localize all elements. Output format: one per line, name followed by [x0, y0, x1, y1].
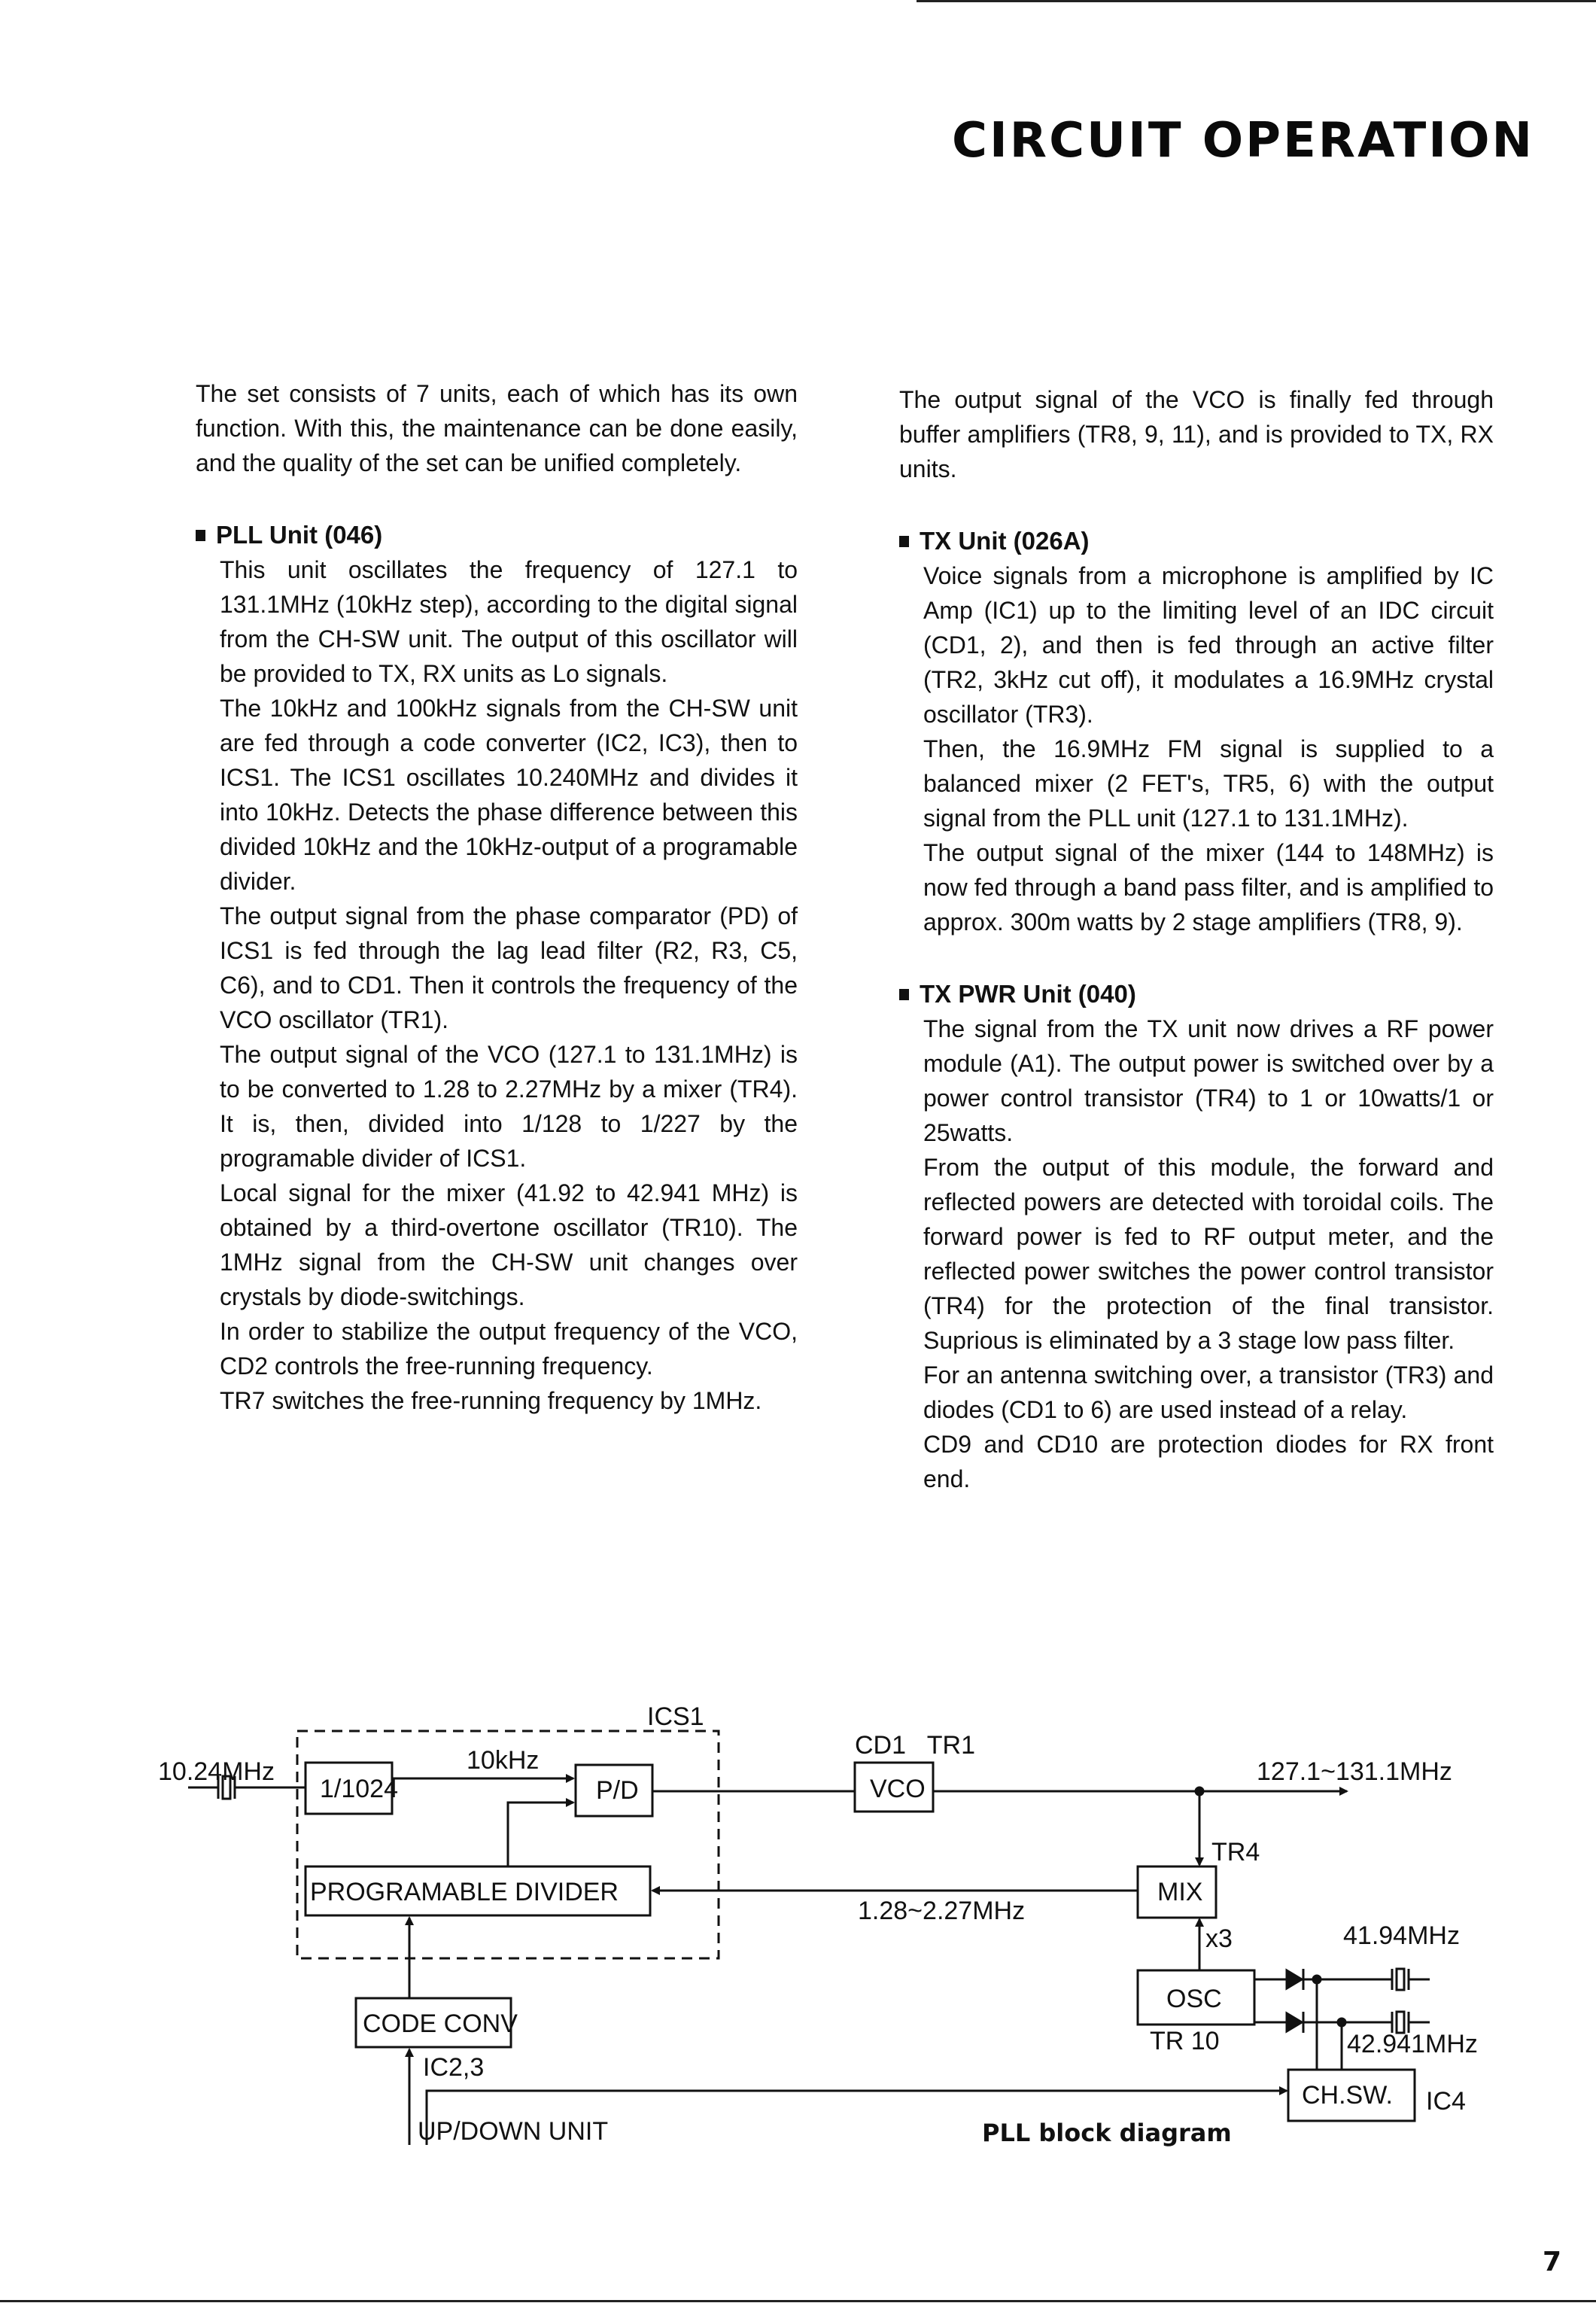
pll-block-diagram — [158, 1693, 1528, 2160]
label-tr4: TR4 — [1211, 1838, 1260, 1866]
label-vco: VCO — [870, 1775, 926, 1803]
heading-text: TX PWR Unit (040) — [920, 980, 1136, 1008]
section-heading — [899, 977, 1494, 1012]
label-ic23: IC2,3 — [423, 2053, 485, 2082]
paragraph: In order to stabilize the output frequency of the VCO, CD2 controls the free-running frequency. — [220, 1318, 798, 1380]
label-updown-unit: UP/DOWN UNIT — [418, 2117, 609, 2146]
label-ic4: IC4 — [1426, 2087, 1466, 2116]
label-cd1-tr1: CD1 TR1 — [855, 1731, 975, 1760]
paragraph: The output signal from the phase comparator (PD) of ICS1 is fed through the lag lead filter (R2, R3, C5, C6), and to CD1. Then it controls the frequency of the VCO oscillator (TR1). — [220, 902, 798, 1033]
section-tx-pwr-unit — [899, 977, 1494, 1496]
paragraph: From the output of this module, the forward and reflected powers are detected with toroidal coils. The forward power is fed to RF output meter, and the reflected power switches the power control transistor (TR4) for the protection of the final transistor. Suprious is eliminated by a 3 stage low pass filter. — [923, 1154, 1494, 1354]
heading-text: PLL Unit (046) — [216, 521, 383, 549]
label-if-freq: 1.28~2.27MHz — [858, 1897, 1026, 1925]
paragraph: The 10kHz and 100kHz signals from the CH-SW unit are fed through a code converter (IC2, IC3), then to ICS1. The ICS1 oscillates 10.240MHz and divides it into 10kHz. Detects the phase difference between this divided 10kHz and the 10kHz-output of a programable divider. — [220, 695, 798, 895]
label-tr10: TR 10 — [1150, 2027, 1220, 2055]
label-pd: P/D — [596, 1776, 639, 1805]
paragraph: For an antenna switching over, a transistor (TR3) and diodes (CD1 to 6) are used instead of a relay. — [923, 1361, 1494, 1423]
section-pll-unit — [196, 518, 798, 1418]
paragraph: Local signal for the mixer (41.92 to 42.941 MHz) is obtained by a third-overtone oscillator (TR10). The 1MHz signal from the CH-SW unit changes over crystals by diode-switchings. — [220, 1179, 798, 1310]
pll-continued-paragraph: The output signal of the VCO is finally fed through buffer amplifiers (TR8, 9, 11), and is provided to TX, RX units. — [899, 386, 1494, 482]
paragraph: CD9 and CD10 are protection diodes for RX front end. — [923, 1431, 1494, 1492]
section-body — [899, 1012, 1494, 1496]
label-code-conv: CODE CONV — [363, 2009, 518, 2038]
section-heading — [899, 524, 1494, 558]
bottom-rule — [0, 2300, 1596, 2302]
page-title: CIRCUIT OPERATION — [952, 113, 1535, 169]
right-column — [899, 382, 1494, 1534]
label-xtal-42-941: 42.941MHz — [1347, 2030, 1478, 2058]
paragraph: The signal from the TX unit now drives a RF power module (A1). The output power is switched over by a power control transistor (TR4) to 1 or 10watts/1 or 25watts. — [923, 1015, 1494, 1146]
label-ics1: ICS1 — [647, 1702, 704, 1731]
label-x3: x3 — [1205, 1924, 1233, 1953]
paragraph: Voice signals from a microphone is amplified by IC Amp (IC1) up to the limiting level of an IDC circuit (CD1, 2), and then is fed through an active filter (TR2, 3kHz cut off), it modulates a 16.9MHz crystal oscillator (TR3). — [923, 562, 1494, 728]
section-body — [899, 558, 1494, 939]
label-10khz: 10kHz — [467, 1746, 540, 1775]
label-ref-freq: 10.24MHz — [158, 1757, 275, 1786]
paragraph: Then, the 16.9MHz FM signal is supplied to a balanced mixer (2 FET's, TR5, 6) with the output signal from the PLL unit (127.1 to 131.1MHz). — [923, 735, 1494, 832]
label-divider-1024: 1/1024 — [320, 1775, 398, 1803]
label-xtal-41-94: 41.94MHz — [1343, 1921, 1460, 1950]
paragraph: This unit oscillates the frequency of 127.1 to 131.1MHz (10kHz step), according to the digital signal from the CH-SW unit. The output of this oscillator will be provided to TX, RX units as Lo signals. — [220, 556, 798, 687]
square-bullet-icon — [899, 536, 909, 547]
paragraph: The output signal of the mixer (144 to 148MHz) is now fed through a band pass filter, and is amplified to approx. 300m watts by 2 stage amplifiers (TR8, 9). — [923, 839, 1494, 935]
diagram-caption: PLL block diagram — [982, 2119, 1232, 2147]
intro-paragraph: The set consists of 7 units, each of which has its own function. With this, the maintenance can be done easily, and the quality of the set can be unified completely. — [196, 380, 798, 476]
section-heading — [196, 518, 798, 552]
page-number: 7 — [1543, 2247, 1562, 2277]
label-mix: MIX — [1157, 1878, 1203, 1906]
label-programable-divider: PROGRAMABLE DIVIDER — [310, 1878, 619, 1906]
label-out-freq: 127.1~131.1MHz — [1257, 1757, 1452, 1786]
paragraph: TR7 switches the free-running frequency by 1MHz. — [220, 1387, 762, 1414]
paragraph: The output signal of the VCO (127.1 to 131.1MHz) is to be converted to 1.28 to 2.27MHz by a mixer (TR4). It is, then, divided into 1/128 to 1/227 by the programable divider of ICS1. — [220, 1041, 798, 1172]
section-body — [196, 552, 798, 1418]
left-column — [196, 376, 798, 1456]
square-bullet-icon — [899, 989, 909, 1000]
section-tx-unit — [899, 524, 1494, 939]
heading-text: TX Unit (026A) — [920, 527, 1090, 555]
label-ch-sw: CH.SW. — [1302, 2081, 1393, 2110]
label-osc: OSC — [1166, 1985, 1222, 2013]
square-bullet-icon — [196, 530, 205, 541]
top-rule — [917, 0, 1596, 2]
